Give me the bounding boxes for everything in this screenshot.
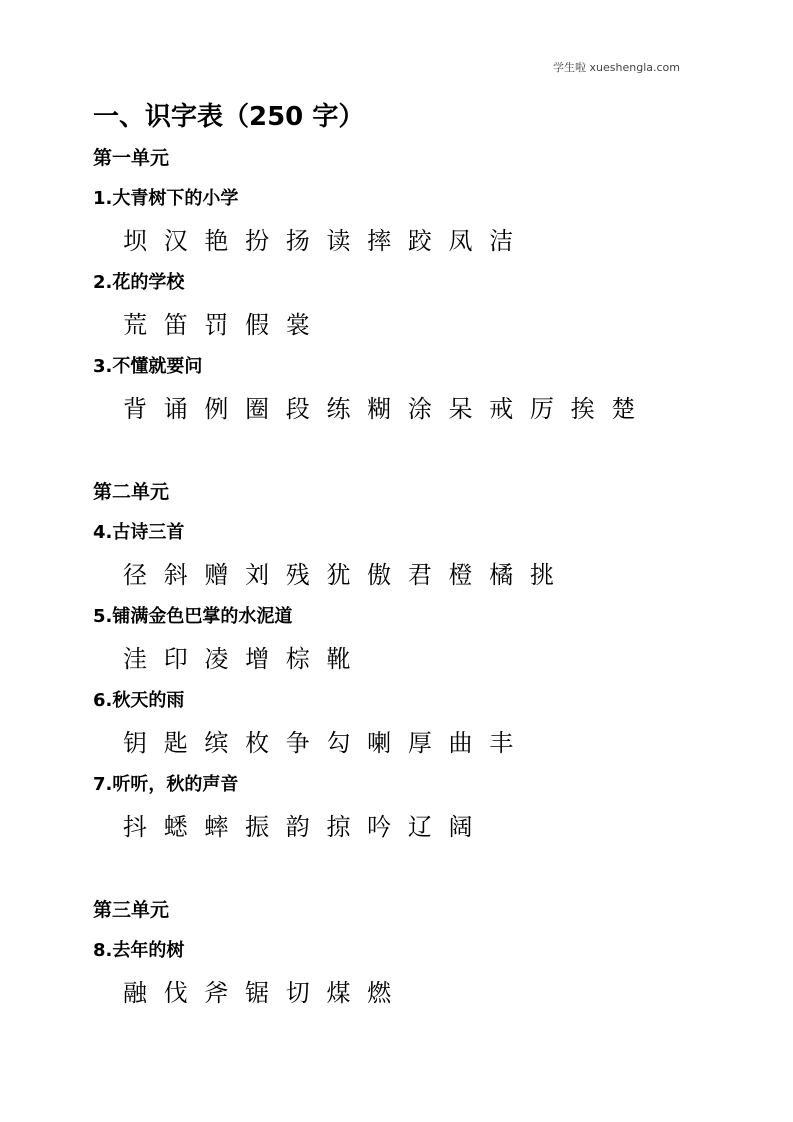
character: 笛: [163, 311, 188, 339]
character: 荒: [123, 311, 147, 339]
character: 凌: [204, 645, 229, 673]
character: 印: [163, 645, 188, 673]
character: 厉: [529, 395, 554, 423]
character: 洼: [123, 645, 147, 673]
character-row: [93, 972, 733, 1014]
character: 喇: [367, 729, 392, 757]
character: 燃: [367, 979, 392, 1007]
character-row: [93, 722, 733, 764]
unit-section: [93, 472, 733, 848]
units-container: [93, 138, 733, 1014]
character: 丰: [489, 729, 514, 757]
character: 橘: [489, 561, 514, 589]
character: 枚: [245, 729, 270, 757]
character-row: [93, 638, 733, 680]
character: 匙: [163, 729, 188, 757]
character: 斧: [204, 979, 229, 1007]
character: 吟: [367, 813, 392, 841]
character: 犹: [326, 561, 351, 589]
character: 橙: [448, 561, 473, 589]
character: 罚: [204, 311, 229, 339]
character: 坝: [123, 227, 147, 255]
character: 刘: [245, 561, 270, 589]
lesson-title: 4.古诗三首: [93, 522, 185, 543]
character: 煤: [326, 979, 351, 1007]
character: 厚: [407, 729, 432, 757]
character: 读: [326, 227, 351, 255]
character: 戒: [489, 395, 514, 423]
character: 诵: [163, 395, 188, 423]
character: 靴: [326, 645, 351, 673]
lesson-title: 1.大青树下的小学: [93, 188, 239, 209]
character-row: [93, 554, 733, 596]
character-row: [93, 388, 733, 430]
character: 圈: [245, 395, 270, 423]
character: 韵: [285, 813, 310, 841]
character: 汉: [163, 227, 188, 255]
unit-section: [93, 138, 733, 430]
character: 涂: [407, 395, 432, 423]
character: 例: [204, 395, 229, 423]
character: 跤: [407, 227, 432, 255]
character: 阔: [448, 813, 473, 841]
lesson-title: 3.不懂就要问: [93, 356, 203, 377]
character: 切: [285, 979, 310, 1007]
lesson-title: 6.秋天的雨: [93, 690, 185, 711]
character: 棕: [285, 645, 310, 673]
character: 假: [245, 311, 270, 339]
character: 傲: [367, 561, 392, 589]
character: 伐: [163, 979, 188, 1007]
unit-title: 第一单元: [93, 147, 170, 169]
character: 振: [245, 813, 270, 841]
character: 裳: [285, 311, 310, 339]
character: 斜: [163, 561, 188, 589]
character: 挨: [570, 395, 595, 423]
character: 锯: [245, 979, 270, 1007]
lesson-title: 5.铺满金色巴掌的水泥道: [93, 606, 293, 627]
character: 辽: [407, 813, 432, 841]
character: 蟋: [163, 813, 188, 841]
character: 增: [245, 645, 270, 673]
character: 摔: [367, 227, 392, 255]
unit-section: [93, 890, 733, 1014]
character: 勾: [326, 729, 351, 757]
lesson-title: 2.花的学校: [93, 272, 185, 293]
character: 练: [326, 395, 351, 423]
character: 缤: [204, 729, 229, 757]
character: 抖: [123, 813, 147, 841]
character: 洁: [489, 227, 514, 255]
lesson-title: 7.听听，秋的声音: [93, 774, 239, 795]
character: 挑: [529, 561, 554, 589]
character: 背: [123, 395, 147, 423]
character: 争: [285, 729, 310, 757]
character: 扮: [245, 227, 270, 255]
character: 钥: [123, 729, 147, 757]
character: 径: [123, 561, 147, 589]
character: 残: [285, 561, 310, 589]
document-body: [93, 98, 733, 1014]
character: 糊: [367, 395, 392, 423]
unit-title: 第三单元: [93, 899, 170, 921]
character: 艳: [204, 227, 229, 255]
watermark-text: 学生啦 xueshengla.com: [553, 61, 680, 74]
character-row: [93, 304, 733, 346]
character-row: [93, 806, 733, 848]
character: 曲: [448, 729, 473, 757]
character: 扬: [285, 227, 310, 255]
character: 呆: [448, 395, 473, 423]
character: 君: [407, 561, 432, 589]
character: 凤: [448, 227, 473, 255]
page-title: 一、识字表（250 字）: [93, 102, 365, 132]
character: 赠: [204, 561, 229, 589]
character: 掠: [326, 813, 351, 841]
character-row: [93, 220, 733, 262]
character: 融: [123, 979, 147, 1007]
character: 蟀: [204, 813, 229, 841]
character: 段: [285, 395, 310, 423]
unit-title: 第二单元: [93, 481, 170, 503]
character: 楚: [611, 395, 636, 423]
lesson-title: 8.去年的树: [93, 940, 185, 961]
